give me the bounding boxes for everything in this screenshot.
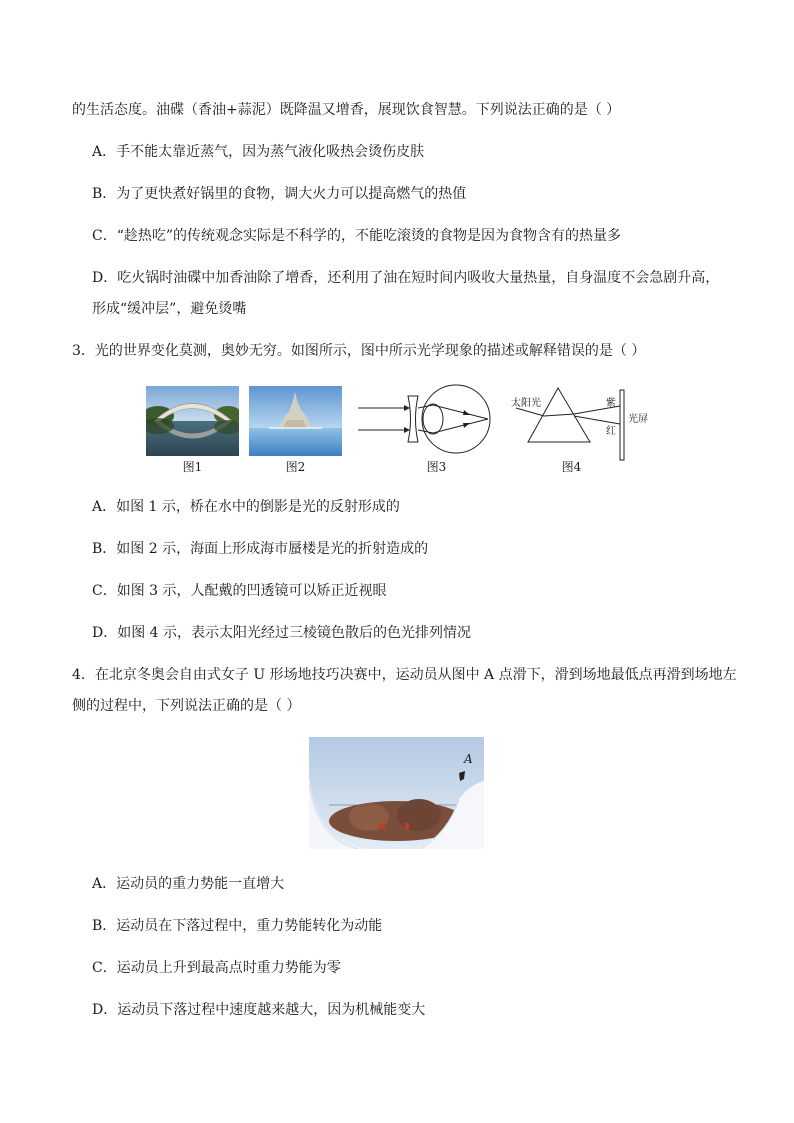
q2-option-d-continued: 形成“缓冲层”，避免烫嘴	[92, 301, 247, 317]
q4-option-b: B．运动员在下落过程中，重力势能转化为动能	[92, 918, 383, 934]
q3-option-b: B．如图 2 示，海面上形成海市蜃楼是光的折射造成的	[92, 541, 429, 557]
q4-stem-line-1: 4．在北京冬奥会自由式女子 U 形场地技巧决赛中，运动员从图中 A 点滑下，滑到场地最低点再滑到场地左	[72, 667, 737, 683]
q4-option-a: A．运动员的重力势能一直增大	[92, 876, 285, 892]
photo-label-a: A	[464, 752, 473, 766]
prism-label-red: 红	[606, 426, 616, 437]
prism-label-sunlight: 太阳光	[511, 398, 541, 409]
figure-1-caption: 图1	[182, 460, 203, 474]
figure-4-caption: 图4	[561, 460, 582, 474]
q3-stem: 3．光的世界变化莫测，奥妙无穷。如图所示，图中所示光学现象的描述或解释错误的是（ ）	[72, 343, 646, 359]
q2-option-c: C．“趁热吃”的传统观念实际是不科学的，不能吃滚烫的食物是因为食物含有的热量多	[92, 228, 622, 244]
q3-option-d: D．如图 4 示，表示太阳光经过三棱镜色散后的色光排列情况	[92, 625, 472, 641]
q4-option-d: D．运动员下落过程中速度越来越大，因为机械能变大	[92, 1002, 426, 1018]
q2-option-b: B．为了更快煮好锅里的食物，调大火力可以提高燃气的热值	[92, 186, 467, 202]
q2-option-a: A．手不能太靠近蒸气，因为蒸气液化吸热会烫伤皮肤	[92, 144, 425, 160]
q4-halfpipe-photo	[309, 737, 484, 849]
figure-2-mirage-photo	[249, 386, 342, 456]
prism-label-violet: 紫	[606, 398, 616, 409]
q2-option-d: D．吃火锅时油碟中加香油除了增香，还利用了油在短时间内吸收大量热量，自身温度不会急剧升高，	[92, 270, 720, 286]
q3-option-a: A．如图 1 示，桥在水中的倒影是光的反射形成的	[92, 499, 400, 515]
q2-stem-tail: 的生活态度。油碟（香油+蒜泥）既降温又增香，展现饮食智慧。下列说法正确的是（ ）	[72, 102, 621, 118]
q4-option-c: C．运动员上升到最高点时重力势能为零	[92, 960, 341, 976]
figure-3-eye-lens-diagram	[356, 384, 496, 459]
q3-option-c: C．如图 3 示，人配戴的凹透镜可以矫正近视眼	[92, 583, 387, 599]
figure-2-caption: 图2	[285, 460, 306, 474]
figure-1-bridge-photo	[146, 386, 239, 456]
figure-3-caption: 图3	[426, 460, 447, 474]
prism-label-screen: 光屏	[628, 414, 648, 425]
q4-stem-line-2: 侧的过程中，下列说法正确的是（ ）	[72, 698, 301, 714]
q3-figure-row	[0, 384, 794, 474]
